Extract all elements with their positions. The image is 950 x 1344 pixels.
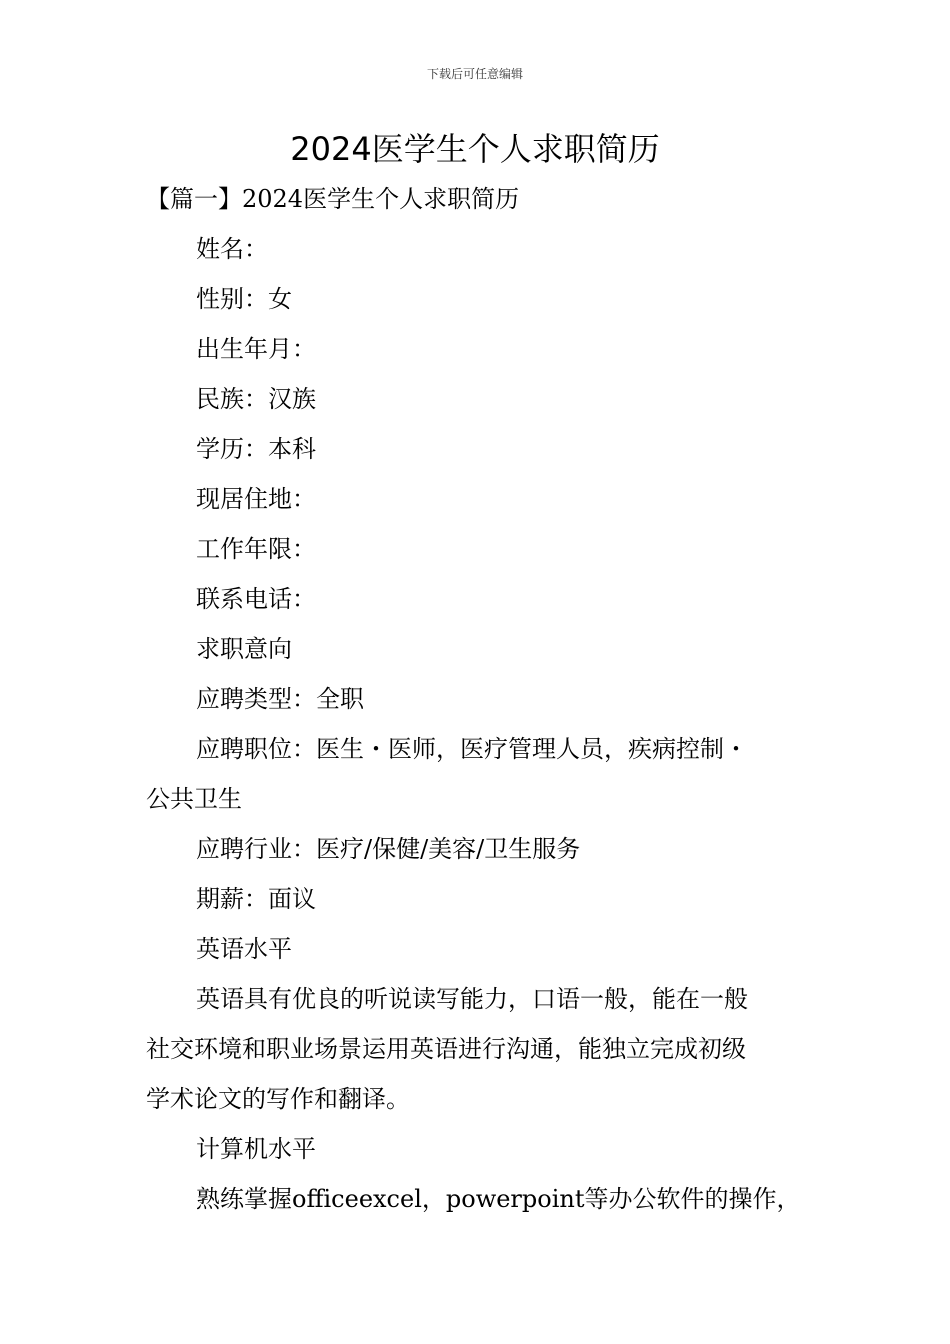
header-note: 下载后可任意编辑 [426,67,523,81]
english-paragraph-line-3: 学术论文的写作和翻译。 [146,1085,410,1113]
field-birth-date: 出生年月： [196,335,316,363]
computer-paragraph-line-1: 熟练掌握officeexcel，powerpoint等办公软件的操作， [196,1185,801,1213]
subheading-job-intention: 求职意向 [196,635,292,663]
english-paragraph-line-2: 社交环境和职业场景运用英语进行沟通，能独立完成初级 [146,1035,746,1063]
field-ethnicity: 民族：汉族 [196,385,316,413]
field-gender: 性别：女 [196,285,292,313]
document-body [146,174,826,1224]
field-name: 姓名： [196,235,268,263]
field-position-line-2: 公共卫生 [146,785,242,813]
field-work-years: 工作年限： [196,535,316,563]
english-paragraph-line-1: 英语具有优良的听说读写能力，口语一般，能在一般 [196,985,748,1013]
subheading-computer-level: 计算机水平 [196,1135,316,1163]
field-industry: 应聘行业：医疗/保健/美容/卫生服务 [196,835,581,863]
document-title: 2024医学生个人求职简历 [290,130,660,168]
field-residence: 现居住地： [196,485,316,513]
field-salary: 期薪：面议 [196,885,316,913]
field-job-type: 应聘类型：全职 [196,685,364,713]
field-position-line-1: 应聘职位：医生・医师，医疗管理人员，疾病控制・ [196,735,748,763]
field-education: 学历：本科 [196,435,316,463]
subheading-english-level: 英语水平 [196,935,292,963]
section-heading: 【篇一】2024医学生个人求职简历 [146,185,520,213]
field-phone: 联系电话： [196,585,316,613]
